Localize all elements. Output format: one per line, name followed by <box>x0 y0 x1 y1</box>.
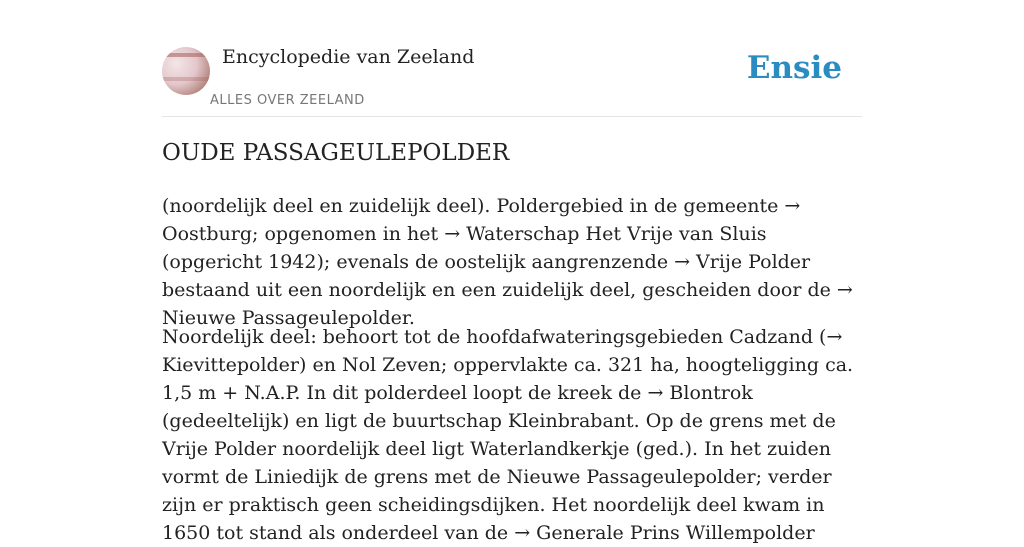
article-paragraph: Noordelijk deel: behoort tot de hoofdafwateringsgebieden Cadzand (→ Kievittepolder) en Nol Zeven; oppervlakte ca. 321 ha, hoogteligging ca. 1,5 m + N.A.P. In dit polderdeel loopt de kreek de → Blontrok (gedeeltelijk) en ligt de buurtschap Kleinbrabant. Op de grens met de Vrije Polder noordelijk deel ligt Waterlandkerkje (ged.). In het zuiden vormt de Liniedijk de grens met de Nieuwe Passageulepolder; verder zijn er praktisch geen scheidingsdijken. Het noordelijk deel kwam in 1650 tot stand als onderdeel van de → Generale Prins Willempolder <box>162 326 854 544</box>
site-header <box>162 44 862 117</box>
site-title[interactable]: Encyclopedie van Zeeland <box>222 46 475 68</box>
article-paragraph: (noordelijk deel en zuidelijk deel). Poldergebied in de gemeente → Oostburg; opgenomen in het → Waterschap Het Vrije van Sluis (opgericht 1942); evenals de oostelijk aangrenzende → Vrije Polder bestaand uit een noordelijk en een zuidelijk deel, gescheiden door de → Nieuwe Passageulepolder. <box>162 195 853 329</box>
article <box>162 140 862 544</box>
ensie-logo[interactable]: Ensie <box>746 50 842 86</box>
site-subtitle: ALLES OVER ZEELAND <box>210 93 365 108</box>
site-logo-avatar[interactable] <box>162 47 210 95</box>
article-title: OUDE PASSAGEULEPOLDER <box>162 140 510 166</box>
avatar-detail <box>162 53 210 57</box>
avatar-detail <box>162 77 210 81</box>
